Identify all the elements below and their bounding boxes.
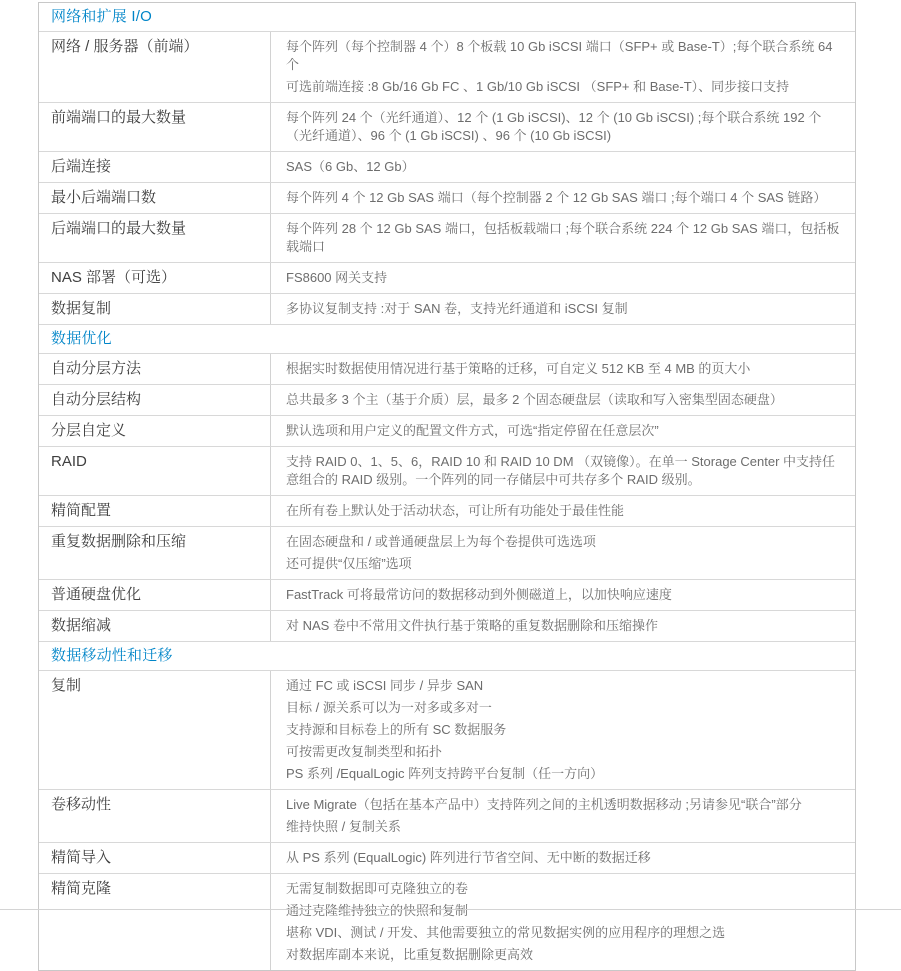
spec-value	[271, 874, 855, 970]
spec-value-line: 目标 / 源关系可以为一对多或多对一	[286, 700, 492, 715]
spec-row	[39, 152, 855, 183]
spec-value-line: 堪称 VDI、测试 / 开发、其他需要独立的常见数据实例的应用程序的理想之选	[286, 925, 726, 940]
spec-value-line: 通过克隆维持独立的快照和复制	[286, 903, 469, 918]
spec-value	[271, 385, 855, 415]
section-title: 数据移动性和迁移	[51, 647, 173, 664]
spec-row	[39, 32, 855, 103]
spec-value	[271, 103, 855, 151]
spec-value-line: 可选前端连接 :8 Gb/16 Gb FC 、1 Gb/10 Gb iSCSI （SFP+ 和 Base-T）、同步接口支持	[286, 79, 790, 94]
spec-value	[271, 447, 855, 495]
spec-value-line: 多协议复制支持 :对于 SAN 卷，支持光纤通道和 iSCSI 复制	[286, 301, 628, 316]
spec-row	[39, 580, 855, 611]
bottom-divider	[0, 909, 901, 910]
spec-value-line: 在所有卷上默认处于活动状态，可让所有功能处于最佳性能	[286, 503, 625, 518]
spec-label: 精简配置	[39, 496, 271, 526]
spec-row	[39, 671, 855, 790]
spec-value-line: 无需复制数据即可克隆独立的卷	[286, 881, 469, 896]
spec-value-line: 在固态硬盘和 / 或普通硬盘层上为每个卷提供可选选项	[286, 534, 596, 549]
spec-label: 自动分层方法	[39, 354, 271, 384]
spec-row	[39, 447, 855, 496]
spec-label: 精简克隆	[39, 874, 271, 970]
spec-row	[39, 183, 855, 214]
spec-label: 数据复制	[39, 294, 271, 324]
spec-label: 重复数据删除和压缩	[39, 527, 271, 579]
spec-label: 最小后端端口数	[39, 183, 271, 213]
spec-label: 普通硬盘优化	[39, 580, 271, 610]
spec-value-line: FastTrack 可将最常访问的数据移动到外侧磁道上，以加快响应速度	[286, 587, 672, 602]
spec-label: 后端端口的最大数量	[39, 214, 271, 262]
spec-value	[271, 843, 855, 873]
spec-value	[271, 354, 855, 384]
section-title: 数据优化	[51, 330, 112, 347]
spec-row	[39, 790, 855, 843]
spec-value	[271, 214, 855, 262]
spec-row	[39, 843, 855, 874]
spec-value-line: 支持 RAID 0、1、5、6，RAID 10 和 RAID 10 DM （双镜像）。在单一 Storage Center 中支持任意组合的 RAID 级别。一个阵列的同一存储层中可共存多个 RAID 级别。	[286, 454, 836, 487]
spec-row	[39, 385, 855, 416]
spec-row	[39, 527, 855, 580]
spec-value-line: 对 NAS 卷中不常用文件执行基于策略的重复数据删除和压缩操作	[286, 618, 658, 633]
section-title: 网络和扩展 I/O	[51, 8, 152, 25]
spec-value-line: 根据实时数据使用情况进行基于策略的迁移，可自定义 512 KB 至 4 MB 的页大小	[286, 361, 751, 376]
spec-label: 分层自定义	[39, 416, 271, 446]
section-header-row	[39, 642, 855, 671]
spec-row	[39, 496, 855, 527]
spec-row	[39, 103, 855, 152]
spec-row	[39, 416, 855, 447]
spec-row	[39, 263, 855, 294]
spec-value-line: 每个阵列 4 个 12 Gb SAS 端口（每个控制器 2 个 12 Gb SAS 端口 ;每个端口 4 个 SAS 链路）	[286, 190, 827, 205]
spec-value-line: FS8600 网关支持	[286, 270, 388, 285]
spec-label: 卷移动性	[39, 790, 271, 842]
spec-row	[39, 611, 855, 642]
spec-value-line: PS 系列 /EqualLogic 阵列支持跨平台复制（任一方向）	[286, 766, 604, 781]
spec-label: 数据缩减	[39, 611, 271, 641]
spec-value-line: 每个阵列 28 个 12 Gb SAS 端口，包括板载端口 ;每个联合系统 224 个 12 Gb SAS 端口，包括板载端口	[286, 221, 840, 254]
section-header-row	[39, 3, 855, 32]
spec-value-line: 还可提供“仅压缩”选项	[286, 556, 412, 571]
spec-row	[39, 874, 855, 970]
spec-value	[271, 32, 855, 102]
spec-row	[39, 214, 855, 263]
spec-label: RAID	[39, 447, 271, 495]
spec-value	[271, 416, 855, 446]
spec-value	[271, 527, 855, 579]
spec-value-line: SAS（6 Gb、12 Gb）	[286, 159, 415, 174]
spec-label: NAS 部署（可选）	[39, 263, 271, 293]
spec-value-line: 对数据库副本来说，比重复数据删除更高效	[286, 947, 534, 962]
spec-row	[39, 354, 855, 385]
spec-value	[271, 294, 855, 324]
spec-label: 复制	[39, 671, 271, 789]
spec-table	[38, 2, 856, 971]
spec-value	[271, 183, 855, 213]
spec-value	[271, 152, 855, 182]
spec-value-line: 每个阵列（每个控制器 4 个）8 个板载 10 Gb iSCSI 端口（SFP+ 或 Base-T）;每个联合系统 64 个	[286, 39, 833, 72]
spec-value	[271, 611, 855, 641]
spec-value	[271, 263, 855, 293]
spec-value-line: 每个阵列 24 个（光纤通道）、12 个 (1 Gb iSCSI)、12 个 (10 Gb iSCSI) ;每个联合系统 192 个（光纤通道）、96 个 (1 Gb iSCSI) 、96 个 (10 Gb iSCSI)	[286, 110, 822, 143]
spec-label: 前端端口的最大数量	[39, 103, 271, 151]
spec-value	[271, 671, 855, 789]
spec-row	[39, 294, 855, 325]
spec-label: 后端连接	[39, 152, 271, 182]
spec-label: 自动分层结构	[39, 385, 271, 415]
spec-value-line: 从 PS 系列 (EqualLogic) 阵列进行节省空间、无中断的数据迁移	[286, 850, 651, 865]
spec-value	[271, 580, 855, 610]
spec-value-line: 默认选项和用户定义的配置文件方式，可选“指定停留在任意层次”	[286, 423, 659, 438]
spec-value-line: 总共最多 3 个主（基于介质）层，最多 2 个固态硬盘层（读取和写入密集型固态硬盘）	[286, 392, 783, 407]
spec-value-line: 可按需更改复制类型和拓扑	[286, 744, 443, 759]
spec-label: 网络 / 服务器（前端）	[39, 32, 271, 102]
spec-value-line: Live Migrate（包括在基本产品中）支持阵列之间的主机透明数据移动 ;另请参见“联合”部分	[286, 797, 802, 812]
spec-value-line: 支持源和目标卷上的所有 SC 数据服务	[286, 722, 507, 737]
spec-value-line: 通过 FC 或 iSCSI 同步 / 异步 SAN	[286, 678, 484, 693]
spec-value	[271, 496, 855, 526]
spec-label: 精简导入	[39, 843, 271, 873]
spec-value-line: 维持快照 / 复制关系	[286, 819, 401, 834]
section-header-row	[39, 325, 855, 354]
spec-value	[271, 790, 855, 842]
